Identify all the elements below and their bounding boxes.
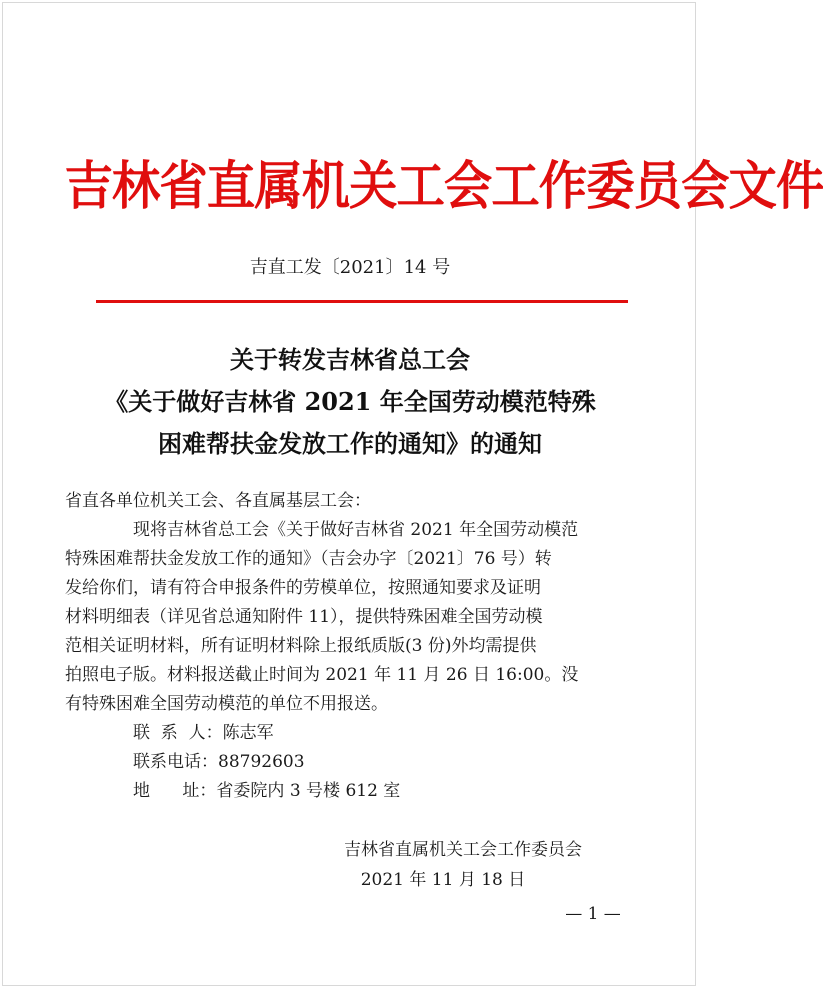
paragraph-line: 发给你们，请有符合申报条件的劳模单位，按照通知要求及证明 bbox=[65, 578, 541, 598]
notice-title-line-1: 关于转发吉林省总工会 bbox=[230, 345, 470, 374]
page-number: — 1 — bbox=[565, 904, 621, 924]
notice-body bbox=[65, 487, 619, 806]
paragraph-line: 范相关证明材料，所有证明材料除上报纸质版(3 份)外均需提供 bbox=[65, 636, 537, 656]
salutation: 省直各单位机关工会、各直属基层工会： bbox=[65, 491, 371, 511]
red-divider-line bbox=[96, 300, 628, 303]
paragraph-line: 特殊困难帮扶金发放工作的通知》（吉会办字〔2021〕76 号）转 bbox=[65, 549, 552, 569]
notice-title-line-2: 《关于做好吉林省 2021 年全国劳动模范特殊 bbox=[104, 387, 596, 416]
signature-block bbox=[273, 835, 653, 895]
paragraph-line: 现将吉林省总工会《关于做好吉林省 2021 年全国劳动模范 bbox=[133, 520, 579, 540]
contact-address: 地 址：省委院内 3 号楼 612 室 bbox=[133, 781, 401, 801]
document-number: 吉直工发〔2021〕14 号 bbox=[249, 257, 451, 278]
paragraph-line: 拍照电子版。材料报送截止时间为 2021 年 11 月 26 日 16:00。没 bbox=[65, 665, 579, 685]
document-page bbox=[2, 2, 823, 986]
notice-title bbox=[63, 339, 637, 465]
paragraph-line: 有特殊困难全国劳动模范的单位不用报送。 bbox=[65, 694, 388, 714]
signature-org: 吉林省直属机关工会工作委员会 bbox=[344, 840, 582, 860]
contact-phone: 联系电话：88792603 bbox=[133, 752, 305, 772]
document-header-title: 吉林省直属机关工会工作委员会文件 bbox=[64, 156, 823, 217]
notice-title-line-3: 困难帮扶金发放工作的通知》的通知 bbox=[158, 429, 542, 458]
signature-date: 2021 年 11 月 18 日 bbox=[360, 870, 526, 890]
paragraph-line: 材料明细表（详见省总通知附件 11），提供特殊困难全国劳动模 bbox=[65, 607, 543, 627]
contact-person: 联 系 人：陈志军 bbox=[133, 723, 274, 743]
